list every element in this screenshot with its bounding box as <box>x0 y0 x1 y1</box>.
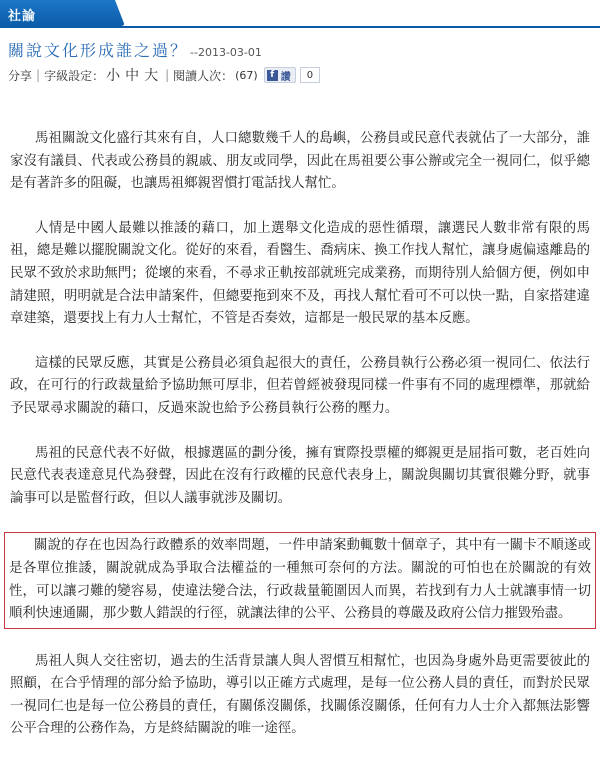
highlighted-paragraph: 關說的存在也因為行政體系的效率問題，一件申請案動輒數十個章子，其中有一關卡不順遂或是各單位推諉，關說就成為爭取合法權益的一種無可奈何的方法。關說的可怕也在於關說的有效性，可以讓刁難的變容易，使違法變合法，行政裁量範圍因人而異，若找到有力人士就讓事情一切順利快速通關，那少數人錯誤的行徑，就讓法律的公平、公務員的尊嚴及政府公信力摧毀殆盡。 <box>4 532 596 628</box>
article-paragraph: 人情是中國人最難以推諉的藉口，加上選舉文化造成的惡性循環，讓選民人數非常有限的馬祖，總是難以擺脫關說文化。從好的來看，看醫生、喬病床、換工作找人幫忙，讓身處偏遠離島的民眾不致於求助無門；從壞的來看，不尋求正軌按部就班完成業務，而期待別人給個方便，例如申請建照，明明就是合法申請案件，但總要拖到來不及，再找人幫忙看可不可以快一點，自家搭建違章建築，還要找上有力人士幫忙，不管是否奏效，這都是一般民眾的基本反應。 <box>10 220 590 327</box>
reads-label: 閱讀人次： <box>173 68 234 83</box>
facebook-like-label: 讚 <box>280 71 291 83</box>
article-paragraph: 這樣的民眾反應，其實是公務員必須負起很大的責任，公務員執行公務必須一視同仁、依法行政，在可行的行政裁量給予協助無可厚非，但若曾經被發現同樣一件事有不同的處理標準，那就給予民眾尋求關說的藉口，反過來說也給予公務員執行公務的壓力。 <box>10 355 590 416</box>
section-label: 社論 <box>8 9 37 24</box>
article-body <box>10 128 590 763</box>
facebook-icon: f <box>267 70 278 81</box>
font-size-label: 字級設定： <box>44 68 105 83</box>
facebook-like-count: 0 <box>300 67 320 83</box>
font-size-small-button[interactable]: 小 <box>106 68 124 84</box>
separator: | <box>165 68 170 82</box>
article-paragraph: 馬祖人與人交往密切，過去的生活背景讓人與人習慣互相幫忙，也因為身處外島更需要彼此的照顧，在合乎情理的部分給予協助，導引以正確方式處理，是每一位公務人員的責任，而對於民眾一視同仁也是每一位公務員的責任，有關係沒關係，找關係沒關係，任何有力人士介入都無法影響公平合理的公務作為，方是終結關說的唯一途徑。 <box>10 653 590 737</box>
facebook-like-button[interactable] <box>264 67 296 83</box>
article-paragraph: 馬祖關說文化盛行其來有自，人口總數幾千人的島嶼，公務員或民意代表就佔了一大部分，誰家沒有議員、代表或公務員的親戚、朋友或同學，因此在馬祖要公事公辦或完全一視同仁，似乎總是有著許多的阻礙，也讓馬祖鄉親習慣打電話找人幫忙。 <box>10 131 590 192</box>
article-paragraph: 馬祖的民意代表不好做，根據選區的劃分後，擁有實際投票權的鄉親更是屈指可數，老百姓向民意代表表達意見代為發聲，因此在沒有行政權的民意代表身上，關說與關切其實很難分野，就事論事可以是監督行政，但以人議事就涉及關切。 <box>10 445 590 506</box>
separator: | <box>36 68 41 82</box>
font-size-large-button[interactable]: 大 <box>144 68 162 84</box>
share-link[interactable]: 分享 <box>8 68 33 83</box>
section-tab-notch <box>115 0 125 26</box>
font-size-medium-button[interactable]: 中 <box>125 68 143 84</box>
article-title: 關說文化形成誰之過？ <box>8 41 189 60</box>
header-divider <box>0 26 600 28</box>
reads-count: (67) <box>235 68 258 82</box>
article-toolbar <box>8 65 320 85</box>
article-title-row <box>8 38 262 60</box>
article-date: --2013-03-01 <box>190 46 262 59</box>
section-tab[interactable] <box>0 0 125 26</box>
section-header <box>0 0 600 28</box>
